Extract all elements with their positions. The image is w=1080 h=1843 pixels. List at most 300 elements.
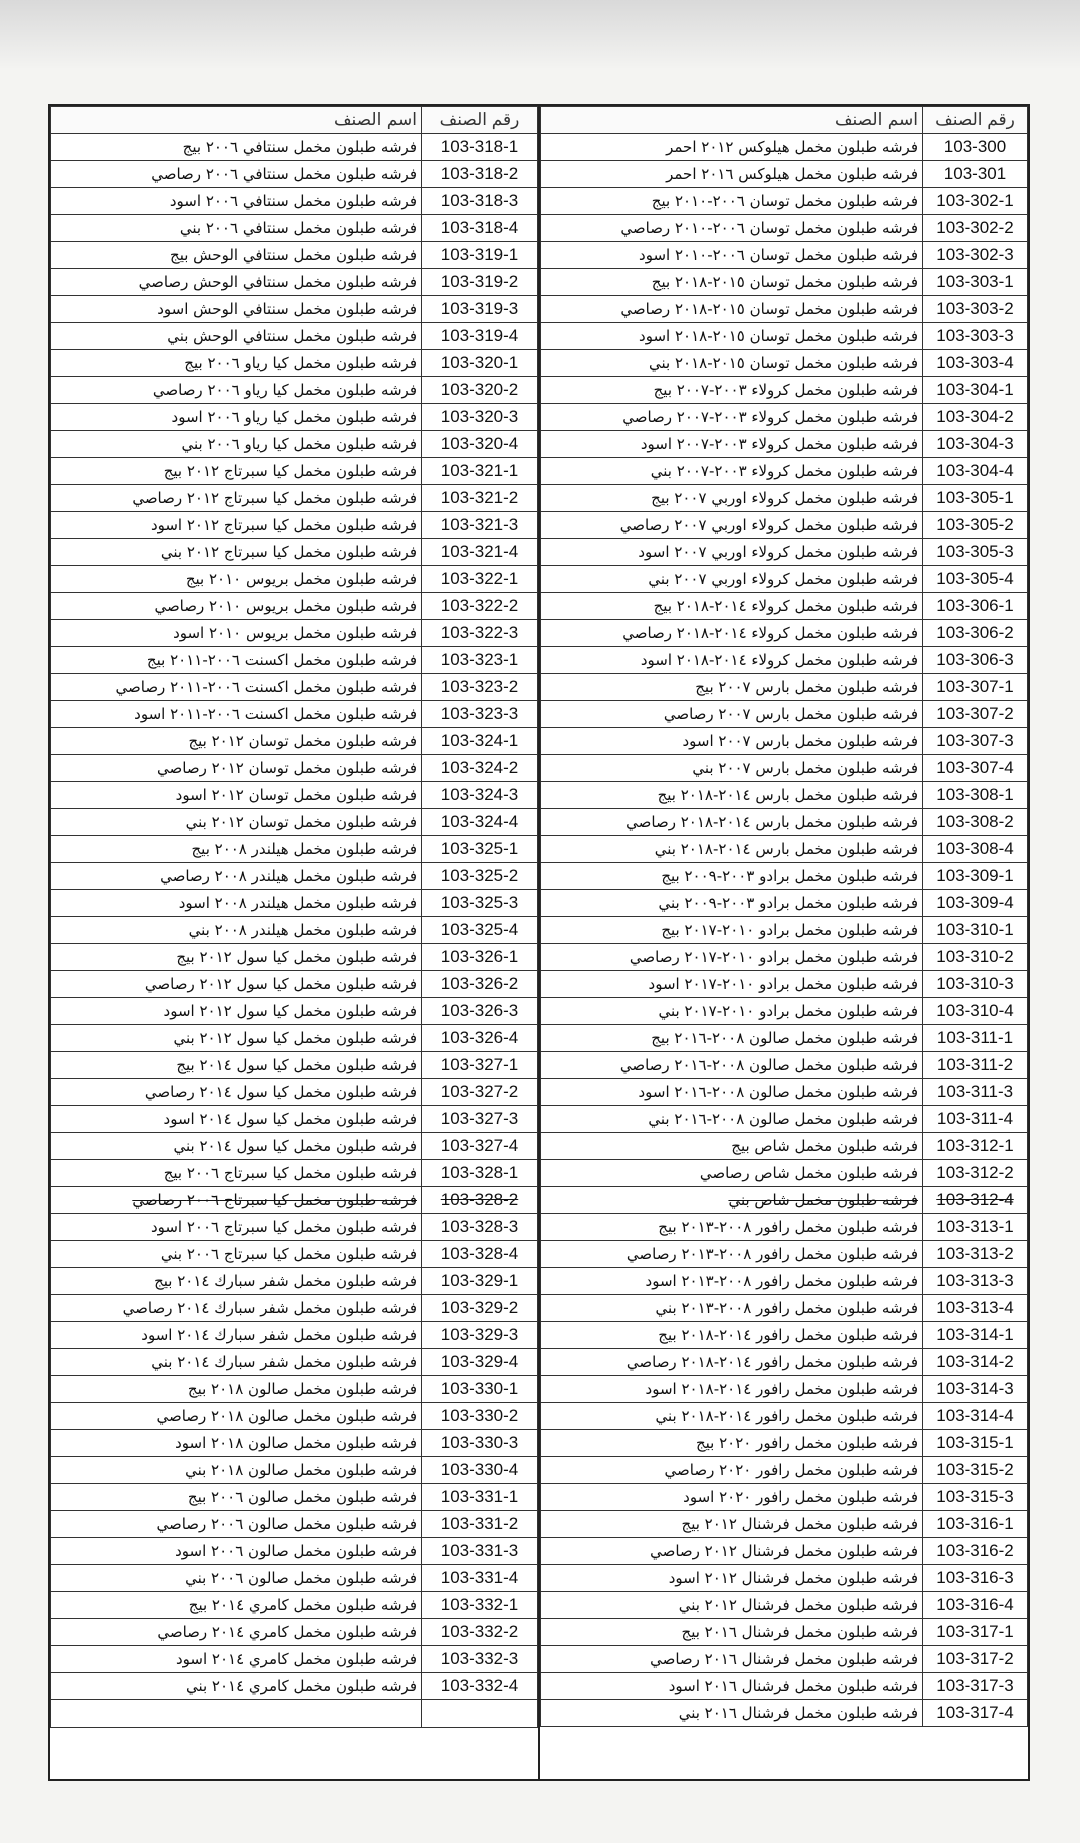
- item-name: فرشه طبلون مخمل توسان ٢٠١٢ اسود: [51, 782, 422, 809]
- item-code: 103-311-1: [923, 1025, 1028, 1052]
- item-name: فرشه طبلون مخمل بارس ٢٠٠٧ رصاصي: [541, 701, 923, 728]
- item-code: 103-331-1: [422, 1484, 538, 1511]
- table-row: [51, 1565, 538, 1592]
- table-row: [541, 566, 1028, 593]
- table-row: [541, 1268, 1028, 1295]
- table-row: [51, 1484, 538, 1511]
- item-code: 103-305-4: [923, 566, 1028, 593]
- table-row: [51, 701, 538, 728]
- item-code: 103-302-3: [923, 242, 1028, 269]
- item-name: فرشه طبلون مخمل سنتافي الوحش اسود: [51, 296, 422, 323]
- item-code: 103-310-4: [923, 998, 1028, 1025]
- table-row: [541, 1484, 1028, 1511]
- item-code: 103-307-4: [923, 755, 1028, 782]
- table-row: [51, 1322, 538, 1349]
- item-code: 103-311-3: [923, 1079, 1028, 1106]
- item-code: 103-305-2: [923, 512, 1028, 539]
- table-row: [541, 296, 1028, 323]
- item-code: 103-319-1: [422, 242, 538, 269]
- item-code: 103-322-2: [422, 593, 538, 620]
- table-row: [541, 1457, 1028, 1484]
- item-code: 103-330-1: [422, 1376, 538, 1403]
- item-name: فرشه طبلون مخمل هيلندر ٢٠٠٨ رصاصي: [51, 863, 422, 890]
- item-name: فرشه طبلون مخمل توسان ٢٠١٢ رصاصي: [51, 755, 422, 782]
- table-row: [51, 728, 538, 755]
- item-code: 103-304-4: [923, 458, 1028, 485]
- left-table-body: [51, 134, 538, 1728]
- item-code: 103-303-2: [923, 296, 1028, 323]
- item-code: 103-321-3: [422, 512, 538, 539]
- table-row: [541, 1241, 1028, 1268]
- item-name: فرشه طبلون مخمل كامري ٢٠١٤ رصاصي: [51, 1619, 422, 1646]
- table-row: [541, 1295, 1028, 1322]
- item-code: 103-306-2: [923, 620, 1028, 647]
- table-header-row: [541, 107, 1028, 134]
- item-code: 103-304-1: [923, 377, 1028, 404]
- item-code: 103-316-3: [923, 1565, 1028, 1592]
- item-code: 103-320-3: [422, 404, 538, 431]
- item-name: فرشه طبلون مخمل رافور ٢٠٢٠ اسود: [541, 1484, 923, 1511]
- item-code: 103-324-1: [422, 728, 538, 755]
- item-code: 103-311-4: [923, 1106, 1028, 1133]
- table-row: [51, 161, 538, 188]
- item-name: فرشه طبلون مخمل شفر سبارك ٢٠١٤ رصاصي: [51, 1295, 422, 1322]
- item-name: فرشه طبلون مخمل رافور ٢٠٠٨-٢٠١٣ رصاصي: [541, 1241, 923, 1268]
- item-code: 103-316-4: [923, 1592, 1028, 1619]
- item-name: فرشه طبلون مخمل فرشنال ٢٠١٦ رصاصي: [541, 1646, 923, 1673]
- table-row: [51, 1646, 538, 1673]
- table-row: [541, 377, 1028, 404]
- item-name: فرشه طبلون مخمل هيلندر ٢٠٠٨ اسود: [51, 890, 422, 917]
- table-row: [51, 1079, 538, 1106]
- table-row: [541, 836, 1028, 863]
- item-code: 103-322-1: [422, 566, 538, 593]
- table-row: [51, 1106, 538, 1133]
- item-name: فرشه طبلون مخمل توسان ٢٠١٢ بني: [51, 809, 422, 836]
- table-row: [51, 1376, 538, 1403]
- item-code: 103-318-4: [422, 215, 538, 242]
- table-row: [51, 1025, 538, 1052]
- item-name: فرشه طبلون مخمل توسان ٢٠١٥-٢٠١٨ اسود: [541, 323, 923, 350]
- item-name: فرشه طبلون مخمل صالون ٢٠١٨ اسود: [51, 1430, 422, 1457]
- empty-cell: [422, 1700, 538, 1728]
- item-name: فرشه طبلون مخمل سنتافي الوحش رصاصي: [51, 269, 422, 296]
- item-name: فرشه طبلون مخمل بريوس ٢٠١٠ رصاصي: [51, 593, 422, 620]
- page-shadow: [0, 0, 1080, 70]
- item-name: فرشه طبلون مخمل رافور ٢٠٢٠ رصاصي: [541, 1457, 923, 1484]
- table-row: [51, 1430, 538, 1457]
- product-list-sheet: [48, 104, 1030, 1781]
- table-row: [51, 269, 538, 296]
- item-code: 103-312-2: [923, 1160, 1028, 1187]
- item-code: 103-310-2: [923, 944, 1028, 971]
- table-row: [541, 1592, 1028, 1619]
- item-name: فرشه طبلون مخمل كامري ٢٠١٤ اسود: [51, 1646, 422, 1673]
- item-code: 103-313-2: [923, 1241, 1028, 1268]
- table-row: [51, 323, 538, 350]
- item-name: فرشه طبلون مخمل صالون ٢٠١٨ بني: [51, 1457, 422, 1484]
- table-row: [51, 1133, 538, 1160]
- table-row: [541, 1403, 1028, 1430]
- table-row: [51, 1241, 538, 1268]
- item-code: 103-309-4: [923, 890, 1028, 917]
- table-row: [541, 728, 1028, 755]
- item-name: فرشه طبلون مخمل فرشنال ٢٠١٦ اسود: [541, 1673, 923, 1700]
- item-name: فرشه طبلون مخمل صالون ٢٠٠٨-٢٠١٦ رصاصي: [541, 1052, 923, 1079]
- table-row: [51, 350, 538, 377]
- item-code: 103-323-1: [422, 647, 538, 674]
- name-header: اسم الصنف: [51, 107, 422, 134]
- item-name: فرشه طبلون مخمل صالون ٢٠٠٦ بيج: [51, 1484, 422, 1511]
- item-code: 103-326-3: [422, 998, 538, 1025]
- item-name: فرشه طبلون مخمل رافور ٢٠٠٨-٢٠١٣ بيج: [541, 1214, 923, 1241]
- item-code: 103-317-3: [923, 1673, 1028, 1700]
- item-name: فرشه طبلون مخمل اكسنت ٢٠٠٦-٢٠١١ اسود: [51, 701, 422, 728]
- table-row: [51, 1160, 538, 1187]
- table-row: [51, 863, 538, 890]
- item-name: فرشه طبلون مخمل رافور ٢٠١٤-٢٠١٨ بيج: [541, 1322, 923, 1349]
- item-name: فرشه طبلون مخمل كيا سبرتاج ٢٠١٢ رصاصي: [51, 485, 422, 512]
- table-row: [51, 431, 538, 458]
- table-row: [541, 971, 1028, 998]
- item-name: فرشه طبلون مخمل كيا سبرتاج ٢٠١٢ اسود: [51, 512, 422, 539]
- item-code: 103-314-2: [923, 1349, 1028, 1376]
- item-name: فرشه طبلون مخمل توسان ٢٠١٥-٢٠١٨ بني: [541, 350, 923, 377]
- item-name: فرشه طبلون مخمل كيا سول ٢٠١٢ رصاصي: [51, 971, 422, 998]
- item-name: فرشه طبلون مخمل كيا رياو ٢٠٠٦ بيج: [51, 350, 422, 377]
- table-row: [51, 1187, 538, 1214]
- item-name: فرشه طبلون مخمل اكسنت ٢٠٠٦-٢٠١١ رصاصي: [51, 674, 422, 701]
- table-row: [51, 539, 538, 566]
- item-name: فرشه طبلون مخمل سنتافي ٢٠٠٦ بيج: [51, 134, 422, 161]
- item-name: فرشه طبلون مخمل كرولاء ٢٠١٤-٢٠١٨ بيج: [541, 593, 923, 620]
- table-row: [51, 917, 538, 944]
- item-code: 103-329-1: [422, 1268, 538, 1295]
- item-name: فرشه طبلون مخمل رافور ٢٠١٤-٢٠١٨ اسود: [541, 1376, 923, 1403]
- item-code: 103-303-1: [923, 269, 1028, 296]
- item-name: فرشه طبلون مخمل برادو ٢٠١٠-٢٠١٧ بني: [541, 998, 923, 1025]
- item-code: 103-313-3: [923, 1268, 1028, 1295]
- item-code: 103-329-4: [422, 1349, 538, 1376]
- item-code: 103-314-1: [923, 1322, 1028, 1349]
- table-row: [541, 1538, 1028, 1565]
- table-row: [541, 485, 1028, 512]
- table-row: [51, 566, 538, 593]
- item-name: فرشه طبلون مخمل برادو ٢٠١٠-٢٠١٧ رصاصي: [541, 944, 923, 971]
- table-row: [541, 782, 1028, 809]
- item-name: فرشه طبلون مخمل كرولاء ٢٠٠٣-٢٠٠٧ اسود: [541, 431, 923, 458]
- table-row: [541, 458, 1028, 485]
- item-code: 103-320-4: [422, 431, 538, 458]
- item-name: فرشه طبلون مخمل شفر سبارك ٢٠١٤ بني: [51, 1349, 422, 1376]
- item-name: فرشه طبلون مخمل كرولاء اوربي ٢٠٠٧ رصاصي: [541, 512, 923, 539]
- table-row: [541, 809, 1028, 836]
- table-row: [51, 593, 538, 620]
- item-code: 103-315-2: [923, 1457, 1028, 1484]
- table-row: [541, 701, 1028, 728]
- item-name: فرشه طبلون مخمل كيا سول ٢٠١٤ رصاصي: [51, 1079, 422, 1106]
- item-name: فرشه طبلون مخمل كيا سول ٢٠١٤ بيج: [51, 1052, 422, 1079]
- item-name: فرشه طبلون مخمل كرولاء ٢٠١٤-٢٠١٨ رصاصي: [541, 620, 923, 647]
- item-code: 103-332-4: [422, 1673, 538, 1700]
- table-row: [541, 323, 1028, 350]
- table-row: [51, 215, 538, 242]
- item-name: فرشه طبلون مخمل رافور ٢٠٠٨-٢٠١٣ اسود: [541, 1268, 923, 1295]
- table-row: [541, 404, 1028, 431]
- item-code: 103-310-1: [923, 917, 1028, 944]
- table-row: [541, 242, 1028, 269]
- table-row: [51, 755, 538, 782]
- table-row: [541, 431, 1028, 458]
- table-row: [541, 215, 1028, 242]
- table-row: [51, 1268, 538, 1295]
- item-code: 103-304-2: [923, 404, 1028, 431]
- table-header-row: [51, 107, 538, 134]
- item-name: فرشه طبلون مخمل هيلندر ٢٠٠٨ بني: [51, 917, 422, 944]
- item-code: 103-305-1: [923, 485, 1028, 512]
- table-row: [51, 971, 538, 998]
- item-name: فرشه طبلون مخمل توسان ٢٠١٢ بيج: [51, 728, 422, 755]
- item-code: 103-312-4: [923, 1187, 1028, 1214]
- item-name: فرشه طبلون مخمل كرولاء اوربي ٢٠٠٧ بني: [541, 566, 923, 593]
- table-row: [51, 674, 538, 701]
- item-name: فرشه طبلون مخمل فرشنال ٢٠١٢ بيج: [541, 1511, 923, 1538]
- table-row: [51, 944, 538, 971]
- table-row: [51, 1052, 538, 1079]
- item-code: 103-300: [923, 134, 1028, 161]
- item-code: 103-323-3: [422, 701, 538, 728]
- item-code: 103-308-1: [923, 782, 1028, 809]
- item-name: فرشه طبلون مخمل سنتافي ٢٠٠٦ اسود: [51, 188, 422, 215]
- item-name: فرشه طبلون مخمل رافور ٢٠١٤-٢٠١٨ بني: [541, 1403, 923, 1430]
- item-name: فرشه طبلون مخمل فرشنال ٢٠١٦ بني: [541, 1700, 923, 1727]
- item-code: 103-310-3: [923, 971, 1028, 998]
- table-row: [51, 809, 538, 836]
- table-row: [51, 998, 538, 1025]
- table-row: [51, 1619, 538, 1646]
- table-row: [51, 620, 538, 647]
- table-row: [51, 782, 538, 809]
- item-code: 103-320-2: [422, 377, 538, 404]
- item-name: فرشه طبلون مخمل صالون ٢٠٠٦ اسود: [51, 1538, 422, 1565]
- item-name: فرشه طبلون مخمل اكسنت ٢٠٠٦-٢٠١١ بيج: [51, 647, 422, 674]
- item-code: 103-318-1: [422, 134, 538, 161]
- item-code: 103-328-4: [422, 1241, 538, 1268]
- item-code: 103-324-2: [422, 755, 538, 782]
- item-code: 103-317-2: [923, 1646, 1028, 1673]
- item-code: 103-306-3: [923, 647, 1028, 674]
- item-code: 103-324-4: [422, 809, 538, 836]
- item-code: 103-313-1: [923, 1214, 1028, 1241]
- item-code: 103-316-1: [923, 1511, 1028, 1538]
- item-name: فرشه طبلون مخمل فرشنال ٢٠١٦ بيج: [541, 1619, 923, 1646]
- table-row: [541, 1700, 1028, 1727]
- item-name: فرشه طبلون مخمل كامري ٢٠١٤ بيج: [51, 1592, 422, 1619]
- table-row: [51, 1349, 538, 1376]
- item-code: 103-309-1: [923, 863, 1028, 890]
- item-code: 103-302-2: [923, 215, 1028, 242]
- table-row: [541, 1565, 1028, 1592]
- item-code: 103-327-3: [422, 1106, 538, 1133]
- item-name: فرشه طبلون مخمل كيا سول ٢٠١٢ بني: [51, 1025, 422, 1052]
- item-name: فرشه طبلون مخمل هيلوكس ٢٠١٢ احمر: [541, 134, 923, 161]
- item-name: فرشه طبلون مخمل فرشنال ٢٠١٢ رصاصي: [541, 1538, 923, 1565]
- table-row: [541, 1646, 1028, 1673]
- table-row: [541, 1133, 1028, 1160]
- item-code: 103-304-3: [923, 431, 1028, 458]
- item-name: فرشه طبلون مخمل كرولاء اوربي ٢٠٠٧ بيج: [541, 485, 923, 512]
- item-code: 103-301: [923, 161, 1028, 188]
- item-code: 103-312-1: [923, 1133, 1028, 1160]
- item-code: 103-317-1: [923, 1619, 1028, 1646]
- item-code: 103-305-3: [923, 539, 1028, 566]
- name-header: اسم الصنف: [541, 107, 923, 134]
- item-code: 103-331-4: [422, 1565, 538, 1592]
- item-name: فرشه طبلون مخمل سنتافي ٢٠٠٦ بني: [51, 215, 422, 242]
- table-row: [541, 1079, 1028, 1106]
- item-code: 103-314-3: [923, 1376, 1028, 1403]
- item-name: فرشه طبلون مخمل سنتافي الوحش بيج: [51, 242, 422, 269]
- item-code: 103-325-2: [422, 863, 538, 890]
- table-row: [541, 593, 1028, 620]
- table-row: [541, 1376, 1028, 1403]
- item-name: فرشه طبلون مخمل كيا سبرتاج ٢٠٠٦ بني: [51, 1241, 422, 1268]
- table-row: [541, 1025, 1028, 1052]
- item-name: فرشه طبلون مخمل كيا سول ٢٠١٤ بني: [51, 1133, 422, 1160]
- table-row: [541, 890, 1028, 917]
- item-code: 103-314-4: [923, 1403, 1028, 1430]
- table-row: [51, 890, 538, 917]
- item-name: فرشه طبلون مخمل بريوس ٢٠١٠ اسود: [51, 620, 422, 647]
- item-code: 103-328-1: [422, 1160, 538, 1187]
- item-name: فرشه طبلون مخمل فرشنال ٢٠١٢ بني: [541, 1592, 923, 1619]
- table-row: [51, 188, 538, 215]
- item-code: 103-327-4: [422, 1133, 538, 1160]
- item-code: 103-308-4: [923, 836, 1028, 863]
- table-row: [51, 296, 538, 323]
- right-table-section: [540, 106, 1028, 1779]
- item-name: فرشه طبلون مخمل كيا سول ٢٠١٢ بيج: [51, 944, 422, 971]
- table-row: [541, 1187, 1028, 1214]
- table-row: [541, 647, 1028, 674]
- item-code: 103-306-1: [923, 593, 1028, 620]
- item-code: 103-321-2: [422, 485, 538, 512]
- item-code: 103-315-1: [923, 1430, 1028, 1457]
- item-name: فرشه طبلون مخمل بارس ٢٠١٤-٢٠١٨ بني: [541, 836, 923, 863]
- item-code: 103-311-2: [923, 1052, 1028, 1079]
- item-name: فرشه طبلون مخمل توسان ٢٠٠٦-٢٠١٠ بيج: [541, 188, 923, 215]
- empty-cell: [51, 1700, 422, 1728]
- item-name: فرشه طبلون مخمل بارس ٢٠٠٧ اسود: [541, 728, 923, 755]
- table-row: [541, 1160, 1028, 1187]
- item-code: 103-307-3: [923, 728, 1028, 755]
- item-code: 103-326-4: [422, 1025, 538, 1052]
- item-code: 103-329-2: [422, 1295, 538, 1322]
- table-row: [541, 188, 1028, 215]
- table-row: [51, 1457, 538, 1484]
- item-code: 103-330-3: [422, 1430, 538, 1457]
- table-row: [51, 242, 538, 269]
- item-name: فرشه طبلون مخمل شفر سبارك ٢٠١٤ بيج: [51, 1268, 422, 1295]
- item-name: فرشه طبلون مخمل كيا سبرتاج ٢٠١٢ بيج: [51, 458, 422, 485]
- item-code: 103-331-3: [422, 1538, 538, 1565]
- left-product-table: [50, 106, 538, 1728]
- item-code: 103-328-2: [422, 1187, 538, 1214]
- item-name: فرشه طبلون مخمل برادو ٢٠٠٣-٢٠٠٩ بيج: [541, 863, 923, 890]
- item-code: 103-320-1: [422, 350, 538, 377]
- item-name: فرشه طبلون مخمل هيلوكس ٢٠١٦ احمر: [541, 161, 923, 188]
- table-row: [541, 863, 1028, 890]
- item-code: 103-325-4: [422, 917, 538, 944]
- item-name: فرشه طبلون مخمل كيا سبرتاج ٢٠١٢ بني: [51, 539, 422, 566]
- table-row: [541, 1214, 1028, 1241]
- table-row: [541, 755, 1028, 782]
- table-row: [51, 1295, 538, 1322]
- item-name: فرشه طبلون مخمل شاص بيج: [541, 1133, 923, 1160]
- code-header: رقم الصنف: [923, 107, 1028, 134]
- item-name: فرشه طبلون مخمل شاص رصاصي: [541, 1160, 923, 1187]
- item-code: 103-319-4: [422, 323, 538, 350]
- item-code: 103-332-3: [422, 1646, 538, 1673]
- item-name: فرشه طبلون مخمل كيا رياو ٢٠٠٦ رصاصي: [51, 377, 422, 404]
- code-header: رقم الصنف: [422, 107, 538, 134]
- item-name: فرشه طبلون مخمل توسان ٢٠١٥-٢٠١٨ رصاصي: [541, 296, 923, 323]
- item-code: 103-324-3: [422, 782, 538, 809]
- item-name: فرشه طبلون مخمل توسان ٢٠٠٦-٢٠١٠ رصاصي: [541, 215, 923, 242]
- item-code: 103-331-2: [422, 1511, 538, 1538]
- table-row: [541, 1511, 1028, 1538]
- table-row: [541, 134, 1028, 161]
- item-name: فرشه طبلون مخمل برادو ٢٠١٠-٢٠١٧ بيج: [541, 917, 923, 944]
- left-table-section: [50, 106, 540, 1779]
- table-row: [541, 539, 1028, 566]
- item-code: 103-319-3: [422, 296, 538, 323]
- item-code: 103-322-3: [422, 620, 538, 647]
- table-row: [51, 1214, 538, 1241]
- item-code: 103-325-1: [422, 836, 538, 863]
- item-name: فرشه طبلون مخمل شاص بني: [541, 1187, 923, 1214]
- item-name: فرشه طبلون مخمل صالون ٢٠٠٦ رصاصي: [51, 1511, 422, 1538]
- item-code: 103-318-3: [422, 188, 538, 215]
- item-name: فرشه طبلون مخمل رافور ٢٠٠٨-٢٠١٣ بني: [541, 1295, 923, 1322]
- item-code: 103-307-1: [923, 674, 1028, 701]
- item-name: فرشه طبلون مخمل كيا سبرتاج ٢٠٠٦ رصاصي: [51, 1187, 422, 1214]
- item-name: فرشه طبلون مخمل كيا سبرتاج ٢٠٠٦ بيج: [51, 1160, 422, 1187]
- item-name: فرشه طبلون مخمل كيا سبرتاج ٢٠٠٦ اسود: [51, 1214, 422, 1241]
- table-row: [541, 998, 1028, 1025]
- item-name: فرشه طبلون مخمل برادو ٢٠١٠-٢٠١٧ اسود: [541, 971, 923, 998]
- item-code: 103-321-1: [422, 458, 538, 485]
- item-name: فرشه طبلون مخمل بريوس ٢٠١٠ بيج: [51, 566, 422, 593]
- item-name: فرشه طبلون مخمل بارس ٢٠١٤-٢٠١٨ بيج: [541, 782, 923, 809]
- item-name: فرشه طبلون مخمل رافور ٢٠١٤-٢٠١٨ رصاصي: [541, 1349, 923, 1376]
- item-name: فرشه طبلون مخمل صالون ٢٠٠٦ بني: [51, 1565, 422, 1592]
- item-name: فرشه طبلون مخمل كامري ٢٠١٤ بني: [51, 1673, 422, 1700]
- table-row: [541, 1349, 1028, 1376]
- item-code: 103-327-2: [422, 1079, 538, 1106]
- item-name: فرشه طبلون مخمل كرولاء ٢٠٠٣-٢٠٠٧ بيج: [541, 377, 923, 404]
- item-code: 103-316-2: [923, 1538, 1028, 1565]
- item-name: فرشه طبلون مخمل كيا سول ٢٠١٢ اسود: [51, 998, 422, 1025]
- table-row: [51, 836, 538, 863]
- table-row: [541, 1322, 1028, 1349]
- item-name: فرشه طبلون مخمل بارس ٢٠٠٧ بيج: [541, 674, 923, 701]
- item-name: فرشه طبلون مخمل بارس ٢٠٠٧ بني: [541, 755, 923, 782]
- table-row: [51, 485, 538, 512]
- item-code: 103-303-3: [923, 323, 1028, 350]
- table-row: [51, 1538, 538, 1565]
- item-code: 103-325-3: [422, 890, 538, 917]
